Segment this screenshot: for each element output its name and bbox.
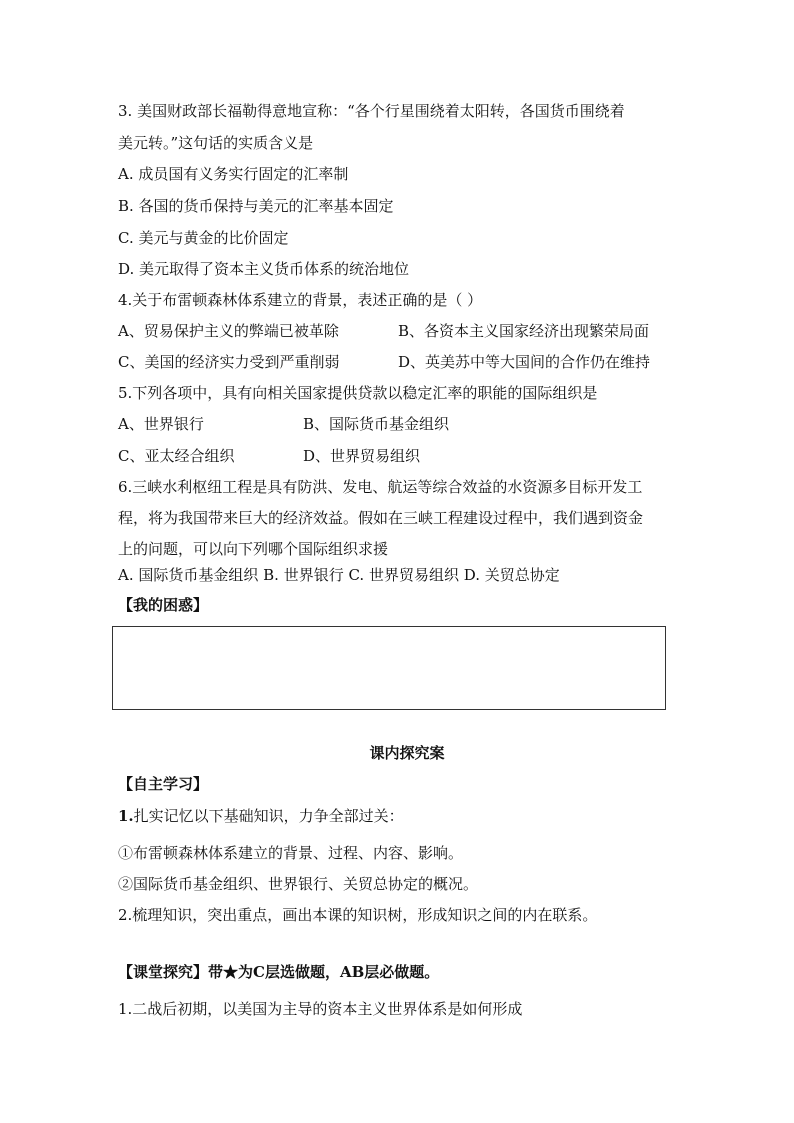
q6-options: A. 国际货币基金组织 B. 世界银行 C. 世界贸易组织 D. 关贸总协定 [118,566,560,584]
q5-option-a: A、世界银行 [118,415,204,433]
q3-stem-line2: 美元转。”这句话的实质含义是 [118,134,314,152]
q5-option-d: D、世界贸易组织 [303,447,421,465]
q4-option-c: C、美国的经济实力受到严重削弱 [118,353,340,371]
q4-option-b: B、各资本主义国家经济出现繁荣局面 [398,322,650,340]
q3-option-b: B. 各国的货币保持与美元的汇率基本固定 [118,197,394,215]
self-study-heading: 【自主学习】 [118,775,209,793]
q6-stem-line1: 6.三峡水利枢纽工程是具有防洪、发电、航运等综合效益的水资源多目标开发工 [118,478,643,496]
self-study-item1-number: 1. [118,807,134,825]
q6-stem-line3: 上的问题，可以向下列哪个国际组织求援 [118,540,389,558]
q5-option-c: C、亚太经合组织 [118,447,235,465]
q3-option-d: D. 美元取得了资本主义货币体系的统治地位 [118,260,410,278]
q3-option-c: C. 美元与黄金的比价固定 [118,229,289,247]
confusion-answer-box[interactable] [112,626,666,710]
self-study-item2: 2.梳理知识，突出重点，画出本课的知识树，形成知识之间的内在联系。 [118,906,598,924]
q4-option-a: A、贸易保护主义的弊端已被革除 [118,322,339,340]
q5-stem: 5.下列各项中，具有向相关国家提供贷款以稳定汇率的职能的国际组织是 [118,384,598,402]
q6-stem-line2: 程，将为我国带来巨大的经济效益。假如在三峡工程建设过程中，我们遇到资金 [118,509,644,527]
self-study-sub2: ②国际货币基金组织、世界银行、关贸总协定的概况。 [118,875,479,893]
q3-option-a: A. 成员国有义务实行固定的汇率制 [118,165,349,183]
self-study-item1-text: 扎实记忆以下基础知识，力争全部过关： [133,807,404,825]
confusion-heading: 【我的困惑】 [118,596,209,614]
section-title: 课内探究案 [369,744,445,762]
self-study-sub1: ①布雷顿森林体系建立的背景、过程、内容、影响。 [118,844,464,862]
classroom-item1: 1.二战后初期，以美国为主导的资本主义世界体系是如何形成 [118,1000,523,1018]
self-study-item1 [118,806,404,826]
q3-stem-line1: 3. 美国财政部长福勒得意地宣称：“各个行星围绕着太阳转，各国货币围绕着 [118,102,625,120]
q5-option-b: B、国际货币基金组织 [303,415,450,433]
q4-option-d: D、英美苏中等大国间的合作仍在维持 [398,353,651,371]
classroom-heading: 【课堂探究】带★为C层选做题，AB层必做题。 [118,963,440,981]
q4-stem: 4.关于布雷顿森林体系建立的背景，表述正确的是（ ） [118,291,483,309]
